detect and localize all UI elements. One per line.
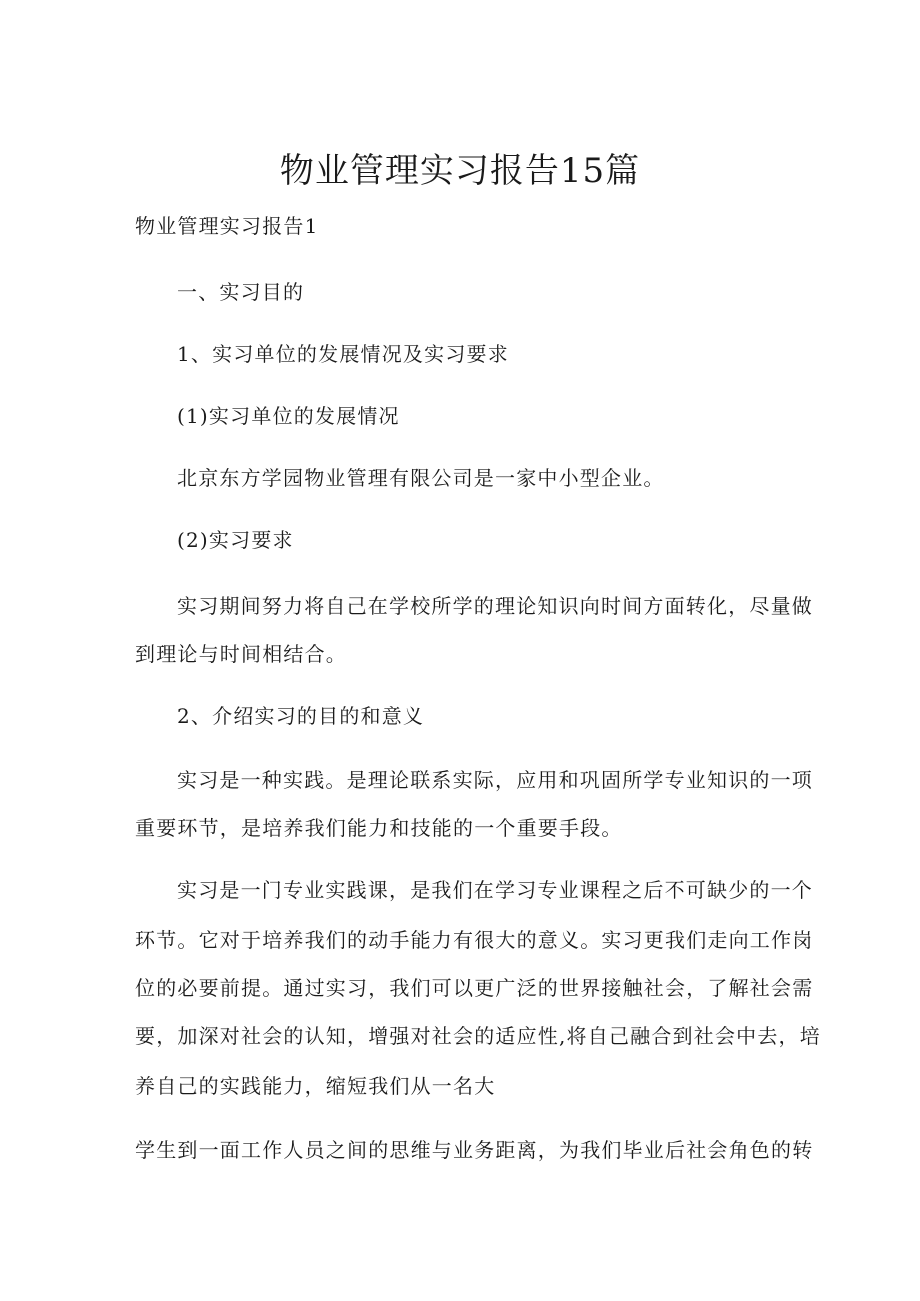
heading-purpose-meaning: 2、介绍实习的目的和意义 <box>177 704 425 728</box>
document-title: 物业管理实习报告15篇 <box>279 151 641 191</box>
paragraph-meaning-1-line-1: 实习是一种实践。是理论联系实际，应用和巩固所学专业知识的一项 <box>177 768 813 792</box>
heading-company-development: 1、实习单位的发展情况及实习要求 <box>177 342 509 366</box>
paragraph-meaning-2-line-5: 养自己的实践能力，缩短我们从一名大 <box>135 1074 496 1098</box>
heading-requirements: (2)实习要求 <box>177 528 294 552</box>
heading-development-status: (1)实习单位的发展情况 <box>177 404 400 428</box>
paragraph-meaning-2-line-2: 环节。它对于培养我们的动手能力有很大的意义。实习更我们走向工作岗 <box>135 928 814 952</box>
paragraph-meaning-3-line-1: 学生到一面工作人员之间的思维与业务距离，为我们毕业后社会角色的转 <box>135 1138 814 1162</box>
paragraph-requirements-line-1: 实习期间努力将自己在学校所学的理论知识向时间方面转化，尽量做 <box>177 594 813 618</box>
heading-purpose: 一、实习目的 <box>177 280 305 304</box>
paragraph-company: 北京东方学园物业管理有限公司是一家中小型企业。 <box>177 466 665 490</box>
paragraph-meaning-2-line-1: 实习是一门专业实践课，是我们在学习专业课程之后不可缺少的一个 <box>177 878 813 902</box>
paragraph-meaning-2-line-3: 位的必要前提。通过实习，我们可以更广泛的世界接触社会，了解社会需 <box>135 976 814 1000</box>
paragraph-meaning-1-line-2: 重要环节，是培养我们能力和技能的一个重要手段。 <box>135 816 623 840</box>
section-heading: 物业管理实习报告1 <box>135 214 319 238</box>
paragraph-requirements-line-2: 到理论与时间相结合。 <box>135 642 347 666</box>
paragraph-meaning-2-line-4: 要，加深对社会的认知，增强对社会的适应性,将自己融合到社会中去，培 <box>135 1024 821 1048</box>
